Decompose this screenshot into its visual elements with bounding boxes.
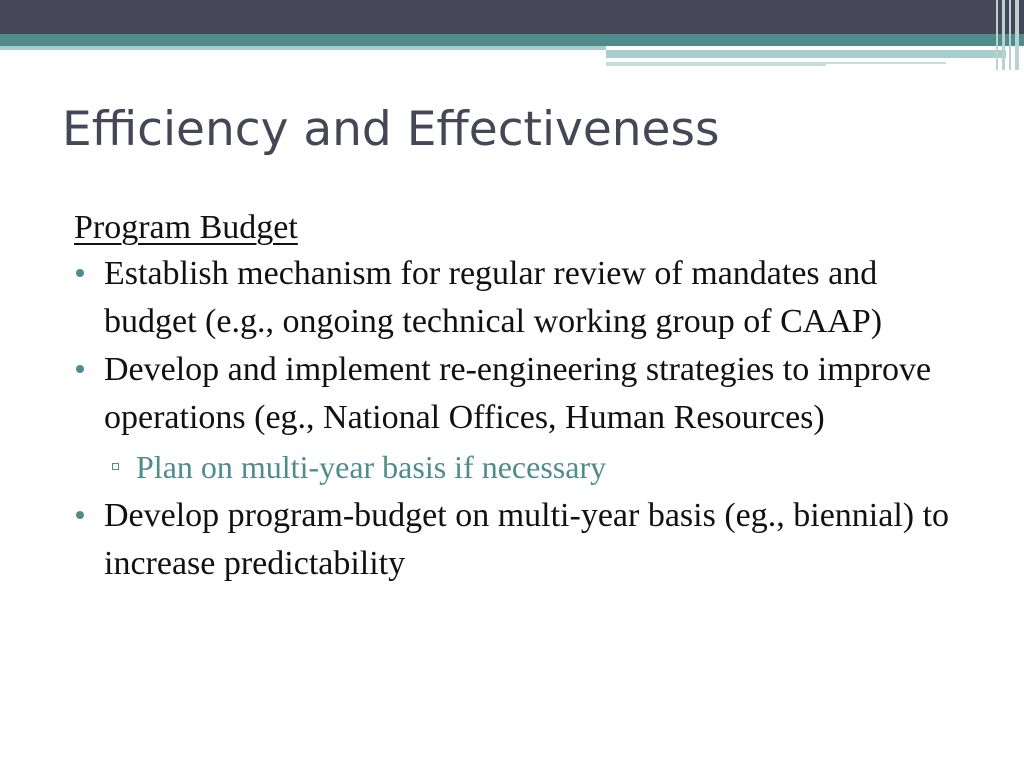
sub-bullet-item <box>74 442 954 492</box>
header-accent-stripe <box>0 34 1024 46</box>
slide-title: Efficiency and Effectiveness <box>62 102 720 157</box>
sub-bullet-text: Plan on multi-year basis if necessary <box>136 449 607 485</box>
bullet-dot-icon <box>76 269 84 277</box>
header-lower-stripe <box>0 46 606 50</box>
bullet-item <box>74 346 954 442</box>
slide-body <box>74 206 954 588</box>
bullet-item <box>74 492 954 588</box>
bullet-text: Develop and implement re-engineering strategies to improve operations (eg., National Offices, Human Resources) <box>104 351 932 436</box>
header-right-hairline <box>826 62 946 64</box>
bullet-dot-icon <box>76 365 84 373</box>
header-right-thin-stripe <box>606 62 826 66</box>
header-edge-lines <box>994 0 1024 70</box>
bullet-item <box>74 250 954 346</box>
bullet-dot-icon <box>76 511 84 519</box>
header-band <box>0 0 1024 34</box>
square-bullet-icon <box>112 463 119 470</box>
bullet-text: Establish mechanism for regular review of mandates and budget (e.g., ongoing technical working group of CAAP) <box>104 255 883 340</box>
program-budget-heading: Program Budget <box>74 209 298 246</box>
bullet-text: Develop program-budget on multi-year basis (eg., biennial) to increase predictability <box>104 497 950 582</box>
header-right-stripe <box>606 50 1006 58</box>
